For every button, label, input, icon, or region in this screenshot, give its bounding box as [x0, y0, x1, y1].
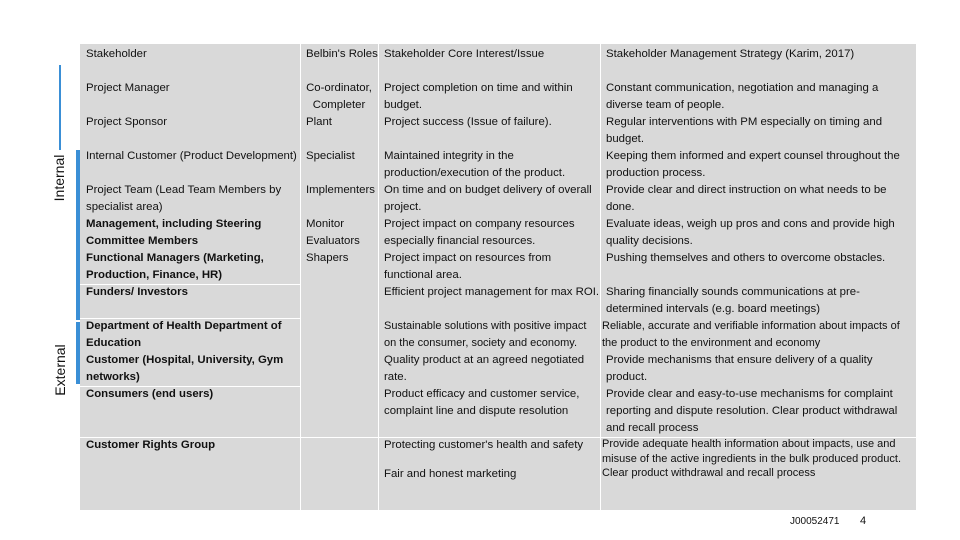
role-cell [300, 284, 378, 318]
internal-label: Internal [51, 154, 67, 202]
strategy-cell: Provide clear and direct instruction on what needs to be done. [606, 184, 887, 213]
stakeholder-cell: Funders/ Investors [86, 286, 188, 298]
interest-cell: Efficient project management for max ROI. [384, 286, 600, 298]
row-divider [80, 437, 916, 438]
stakeholder-cell: Customer Rights Group [86, 439, 216, 451]
row-divider [80, 386, 300, 387]
interest-cell: Quality product at an agreed negotiated rate. [384, 354, 585, 383]
column-divider [300, 44, 301, 510]
strategy-cell: Keeping them informed and expert counsel throughout the production process. [606, 150, 900, 179]
strategy-cell: Reliable, accurate and verifiable information about impacts of the product to the environment and economy [602, 320, 900, 349]
table-row [80, 250, 916, 284]
header-strategy: Stakeholder Management Strategy (Karim, 2017) [606, 48, 855, 60]
header-core-interest: Stakeholder Core Interest/Issue [384, 48, 545, 60]
interest-cell: Maintained integrity in the production/execution of the product. [384, 150, 566, 179]
role-cell: Implementers [306, 184, 376, 196]
external-label: External [52, 344, 68, 396]
role-cell: Shapers [306, 252, 349, 264]
role-cell [300, 352, 378, 386]
table-row [80, 80, 916, 114]
stakeholder-cell: Project Manager [86, 82, 170, 94]
row-divider [80, 318, 300, 319]
strategy-cell: Provide mechanisms that ensure delivery of a quality product. [606, 354, 873, 383]
role-cell: Co-ordinator, Completer [306, 82, 372, 111]
table-header-row [80, 44, 916, 80]
column-divider [600, 44, 601, 510]
interest-cell: Project impact on company resources especially financial resources. [384, 218, 575, 247]
strategy-cell: Constant communication, negotiation and managing a diverse team of people. [606, 82, 879, 111]
strategy-cell: Sharing financially sounds communications at pre-determined intervals (e.g. board meetings) [606, 286, 860, 315]
strategy-cell: Regular interventions with PM especially on timing and budget. [606, 116, 883, 145]
column-divider [378, 44, 379, 510]
table-row [80, 386, 916, 437]
interest-cell: Sustainable solutions with positive impact on the consumer, society and economy. [384, 320, 587, 349]
interest-cell: Project completion on time and within budget. [384, 82, 573, 111]
row-divider [80, 284, 300, 285]
strategy-cell: Evaluate ideas, weigh up pros and cons and provide high quality decisions. [606, 218, 895, 247]
strategy-cell [600, 437, 916, 509]
accent-bar [59, 65, 61, 150]
role-cell [300, 386, 378, 437]
header-stakeholder: Stakeholder [86, 48, 147, 60]
interest-line: Fair and honest marketing [384, 468, 517, 480]
stakeholder-table [80, 44, 916, 510]
header-belbin-roles: Belbin's Roles [306, 48, 378, 60]
page-number: 4 [860, 515, 867, 527]
strategy-line: Clear product withdrawal and recall process [602, 467, 816, 479]
stakeholder-cell: Customer (Hospital, University, Gym networks) [86, 354, 284, 383]
table-row [80, 182, 916, 216]
interest-cell: Project impact on resources from functional area. [384, 252, 552, 281]
strategy-cell: Pushing themselves and others to overcome obstacles. [606, 252, 886, 264]
table-row [80, 284, 916, 318]
strategy-line: Provide adequate health information about impacts, use and misuse of the active ingredients in the bulk produced product. [602, 438, 902, 465]
stakeholder-cell: Management, including Steering Committee Members [86, 218, 262, 247]
interest-cell: Product efficacy and customer service, complaint line and dispute resolution [384, 388, 580, 417]
role-cell [300, 437, 378, 509]
table-row [80, 352, 916, 386]
role-cell: Plant [306, 116, 332, 128]
strategy-cell: Provide clear and easy-to-use mechanisms for complaint reporting and dispute resolution. Clear product withdrawal and recall process [606, 388, 898, 434]
stakeholder-cell: Internal Customer (Product Development) [86, 150, 297, 162]
document-id: J00052471 [790, 516, 840, 527]
stakeholder-cell: Consumers (end users) [86, 388, 214, 400]
role-cell: Monitor Evaluators [306, 218, 360, 247]
table-row [80, 437, 916, 509]
interest-cell: Project success (Issue of failure). [384, 116, 552, 128]
table-row [80, 114, 916, 148]
table-row [80, 318, 916, 352]
table-row [80, 216, 916, 250]
role-cell [300, 318, 378, 352]
role-cell: Specialist [306, 150, 355, 162]
interest-cell [378, 437, 600, 509]
stakeholder-cell: Functional Managers (Marketing, Production, Finance, HR) [86, 252, 264, 281]
table-row [80, 148, 916, 182]
interest-line: Protecting customer's health and safety [384, 439, 584, 451]
interest-cell: On time and on budget delivery of overall project. [384, 184, 592, 213]
stakeholder-cell: Department of Health Department of Education [86, 320, 282, 349]
stakeholder-cell: Project Sponsor [86, 116, 168, 128]
stakeholder-cell: Project Team (Lead Team Members by specialist area) [86, 184, 282, 213]
